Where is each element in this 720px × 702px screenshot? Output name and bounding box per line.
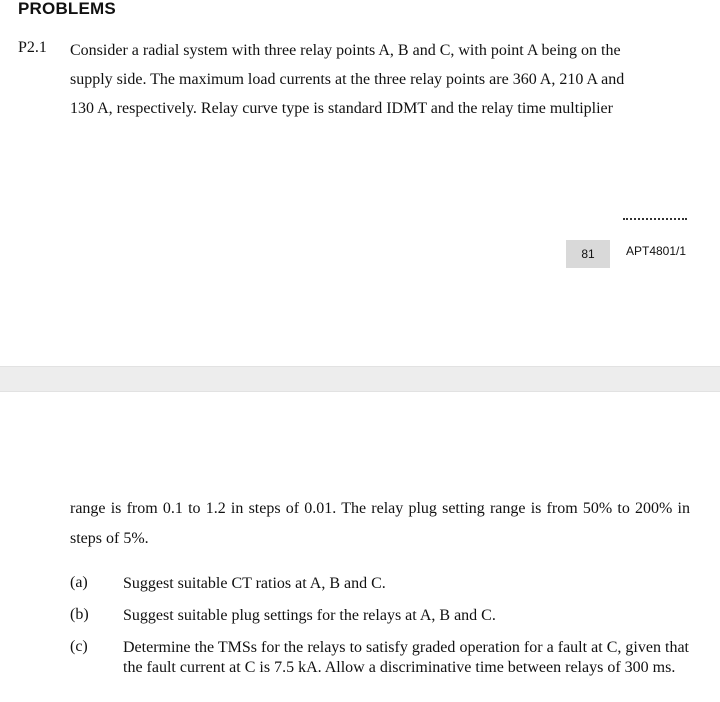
dotted-rule bbox=[623, 218, 687, 220]
course-code: APT4801/1 bbox=[626, 244, 687, 258]
list-item-text: Suggest suitable plug settings for the relays at A, B and C. bbox=[123, 607, 496, 624]
list-item-label: (a) bbox=[70, 574, 88, 591]
intro-line-2: supply side. The maximum load currents at the three relay points are 360 A, 210 A and bbox=[70, 71, 625, 88]
problem-continuation-paragraph: range is from 0.1 to 1.2 in steps of 0.01. The relay plug setting range is from 50% to 200% in steps of 5%. bbox=[70, 500, 690, 547]
intro-line-3: 130 A, respectively. Relay curve type is standard IDMT and the relay time multiplier bbox=[70, 100, 613, 117]
list-item-label: (c) bbox=[70, 638, 88, 655]
page-break-divider bbox=[0, 366, 720, 392]
section-heading: PROBLEMS bbox=[18, 0, 116, 18]
list-item-text: Suggest suitable CT ratios at A, B and C. bbox=[123, 575, 386, 592]
page-number-box: 81 bbox=[566, 240, 610, 268]
problem-number: P2.1 bbox=[18, 39, 47, 56]
problem-intro-paragraph bbox=[70, 36, 690, 123]
list-item-text: Determine the TMSs for the relays to satisfy graded operation for a fault at C, given that the fault current at C is 7.5 kA. Allow a discriminative time between relays of 300 ms. bbox=[123, 639, 689, 676]
list-item-label: (b) bbox=[70, 606, 89, 623]
intro-line-1: Consider a radial system with three relay points A, B and C, with point A being on the bbox=[70, 42, 621, 59]
